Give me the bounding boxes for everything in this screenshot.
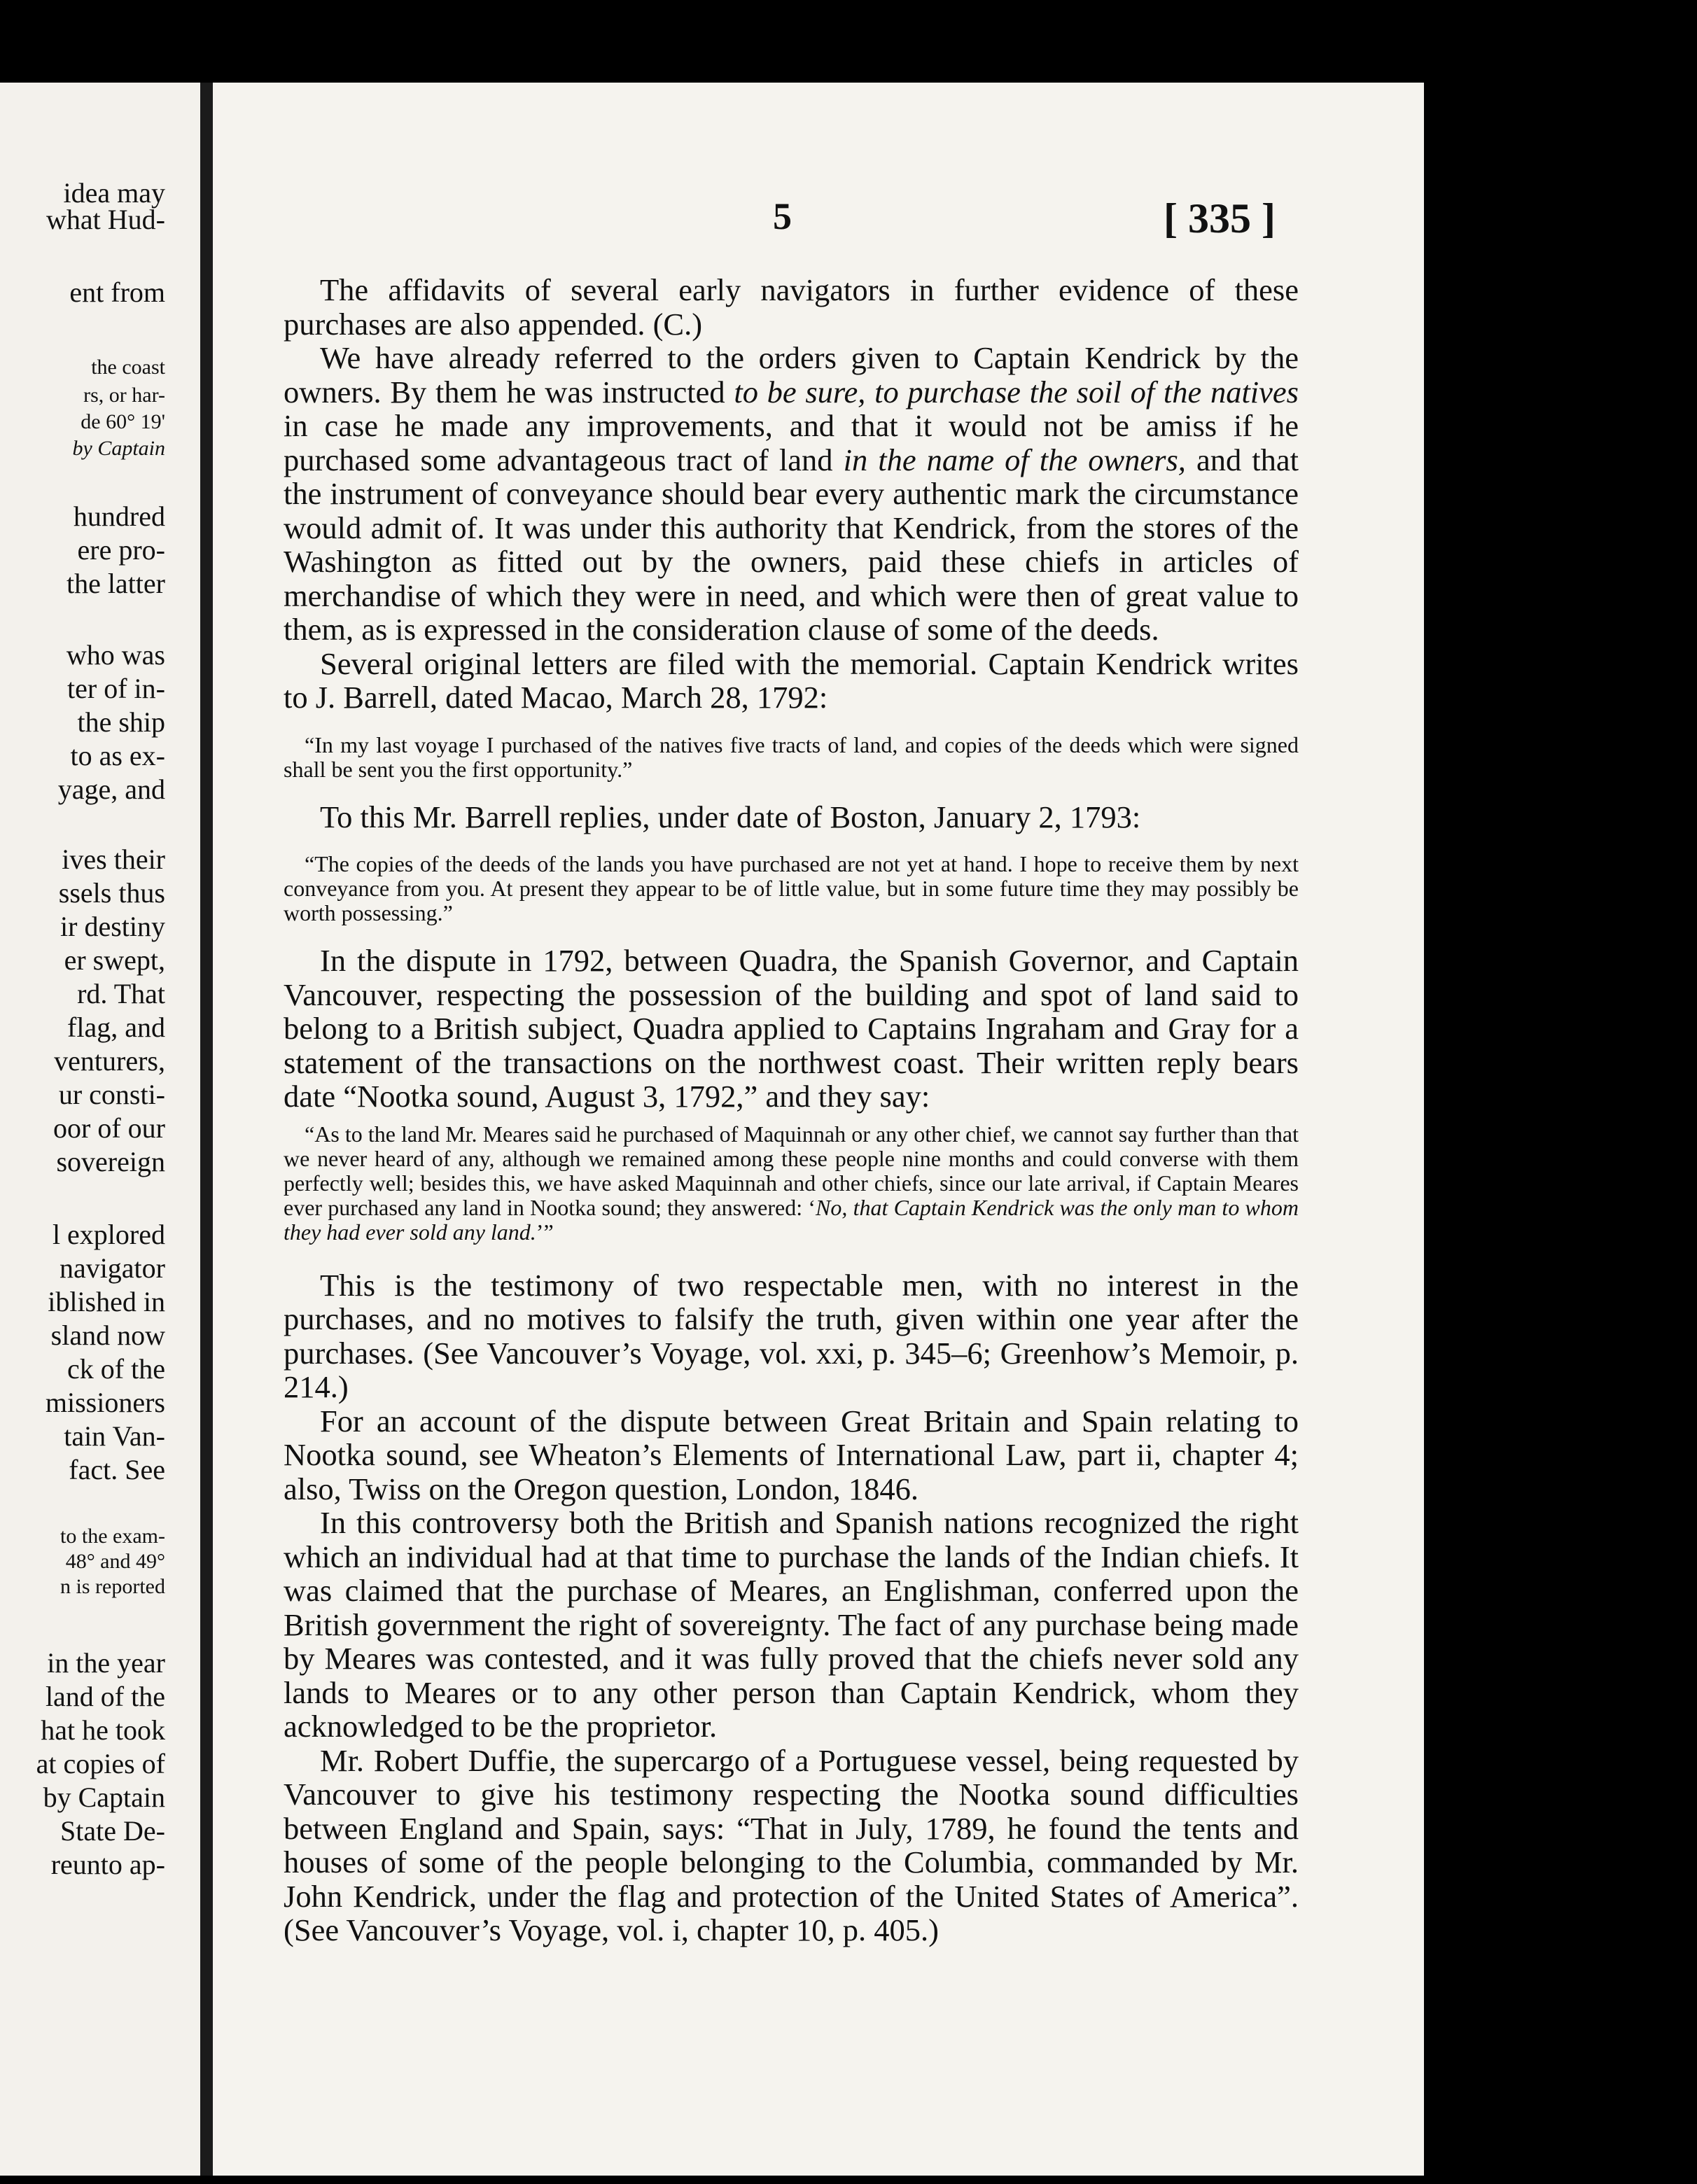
left-page-line: sovereign: [56, 1146, 165, 1177]
left-page-line: tain Van-: [64, 1420, 165, 1452]
paragraph-testimony: This is the testimony of two respectable men, with no interest in the purchases, and no motives to falsify the truth, given within one year after the purchases. (See Vancouver’s Voyage, vol. xxi, p. 345–6; Greenhow’s Memoir, p. 214.): [284, 1267, 1299, 1404]
text-run: and that the instrument of conveyance should bear every authentic mark the circumstance would admit of. It was under this authority that Kendrick, from the stores of the Washington as fitted out by the owners, paid these chiefs in articles of merchandise of which they were in need, and which were then of great value to them, as is expressed in the consideration clause of some of the deeds.: [284, 442, 1299, 647]
left-page-line: the ship: [77, 706, 165, 738]
left-page-line: venturers,: [54, 1045, 165, 1077]
italic-run: to be sure, to purchase the soil of the natives: [734, 374, 1299, 410]
left-page-line: hundred: [73, 500, 165, 532]
paragraph-controversy: In this controversy both the British and Spanish nations recognized the right which an individual had at that time to purchase the lands of the Indian chiefs. It was claimed that the purchase of Meares, an Englishman, conferred upon the British government the right of sovereignty. The fact of any purchase being made by Meares was contested, and it was fully proved that the chiefs never sold any lands to Meares or to any other person than Captain Kendrick, whom they acknowledged to be the proprietor.: [284, 1505, 1299, 1744]
left-page-line: ent from: [69, 276, 165, 308]
left-page-line: ere pro-: [77, 534, 165, 566]
left-page-fragment: [0, 83, 200, 2176]
left-page-line: the coast: [91, 356, 165, 379]
left-page-line: de 60° 19': [81, 410, 165, 433]
left-page-line: ir destiny: [60, 911, 165, 942]
left-page-line: by Captain: [72, 437, 165, 460]
quote-barrell-letter: “The copies of the deeds of the lands you have purchased are not yet at hand. I hope to receive them by next conveyance from you. At present they appear to be of little value, but in some future time they may possibly be worth possessing.”: [284, 851, 1299, 925]
left-page-line: the latter: [66, 568, 165, 599]
left-page-line: 48° and 49°: [65, 1550, 165, 1573]
paragraph-affidavits: The affidavits of several early navigators in further evidence of these purchases are also appended. (C.): [284, 272, 1299, 342]
text-run: in case he made any improvements, and that it would not be amiss if he purchased some advantageous tract of land: [284, 408, 1299, 477]
left-page-line: missioners: [45, 1387, 165, 1418]
italic-run: in the name of the owners,: [843, 442, 1186, 477]
left-page-line: rs, or har-: [83, 384, 165, 407]
paragraph-letters: Several original letters are filed with the memorial. Captain Kendrick writes to J. Barrell, dated Macao, March 28, 1792:: [284, 645, 1299, 715]
left-page-line: land of the: [45, 1681, 165, 1712]
left-page-line: what Hud-: [46, 204, 165, 235]
left-page-line: sland now: [50, 1320, 165, 1351]
left-page-line: rd. That: [77, 978, 165, 1009]
quote-ingraham-gray: [284, 1122, 1299, 1245]
left-page-line: ur consti-: [58, 1079, 165, 1110]
paragraph-duffie: Mr. Robert Duffie, the supercargo of a Portuguese vessel, being requested by Vancouver to give his testimony respecting the Nootka sound difficulties between England and Spain, says: “That in July, 1789, he found the tents and houses of some of the people belonging to the Columbia, commanded by Mr. John Kendrick, under the flag and protection of the United States of America”. (See Vancouver’s Voyage, vol. i, chapter 10, p. 405.): [284, 1742, 1299, 1947]
left-page-line: at copies of: [36, 1748, 165, 1779]
left-page-line: flag, and: [67, 1011, 165, 1043]
left-page-line: navigator: [59, 1252, 165, 1284]
italic-run: No, that Captain Kendrick was the only man to whom they had ever sold any land.: [284, 1194, 1299, 1245]
left-page-line: State De-: [60, 1815, 165, 1847]
left-page-line: iblished in: [48, 1286, 165, 1317]
page-number: 5: [773, 195, 792, 237]
left-page-line: by Captain: [43, 1782, 165, 1813]
left-page-line: yage, and: [57, 774, 165, 805]
left-page-line: hat he took: [41, 1714, 165, 1746]
paragraph-dispute-1792: In the dispute in 1792, between Quadra, the Spanish Governor, and Captain Vancouver, respecting the possession of the building and spot of land said to belong to a British subject, Quadra applied to Captains Ingraham and Gray for a statement of the transactions on the northwest coast. Their written reply bears date “Nootka sound, August 3, 1792,” and they say:: [284, 943, 1299, 1114]
left-page-line: fact. See: [69, 1454, 165, 1485]
page-body: [284, 273, 1299, 1947]
text-run: We have already referred to the orders given to Captain Kendrick by the owners. By them he was instructed: [284, 340, 1299, 410]
left-page-line: in the year: [47, 1647, 165, 1679]
page-gutter: [200, 83, 213, 2176]
left-page-line: ssels thus: [58, 877, 165, 909]
left-page-line: who was: [66, 639, 165, 671]
left-page-line: reunto ap-: [50, 1849, 165, 1880]
text-run: ’”: [536, 1219, 554, 1245]
left-page-line: ck of the: [67, 1353, 165, 1385]
paragraph-account: For an account of the dispute between Great Britain and Spain relating to Nootka sound, see Wheaton’s Elements of International Law, part ii, chapter 4; also, Twiss on the Oregon question, London, 1846.: [284, 1403, 1299, 1506]
paragraph-orders: [284, 341, 1299, 647]
left-page-line: to as ex-: [70, 740, 165, 771]
left-page-line: l explored: [52, 1219, 165, 1250]
left-page-line: ives their: [62, 844, 165, 875]
text-run: “As to the land Mr. Meares said he purchased of Maquinnah or any other chief, we cannot say further than that we never heard of any, although we remained among these people nine months and could converse with them perfectly well; besides this, we have asked Maquinnah and other chiefs, since our late arrival, if Captain Meares ever purchased any land in Nootka sound; they answered: ‘: [284, 1121, 1299, 1220]
left-page-line: idea may: [63, 177, 165, 209]
left-page-line: oor of our: [53, 1112, 165, 1144]
page-reference: [ 335 ]: [1164, 195, 1276, 241]
left-page-line: er swept,: [64, 944, 165, 976]
left-page-line: ter of in-: [67, 673, 165, 704]
paragraph-barrell-reply: To this Mr. Barrell replies, under date of Boston, January 2, 1793:: [320, 799, 1141, 834]
left-page-line: to the exam-: [60, 1525, 165, 1548]
quote-kendrick-letter: “In my last voyage I purchased of the natives five tracts of land, and copies of the deeds which were signed shall be sent you the first opportunity.”: [284, 732, 1299, 782]
left-page-line: n is reported: [60, 1575, 165, 1598]
